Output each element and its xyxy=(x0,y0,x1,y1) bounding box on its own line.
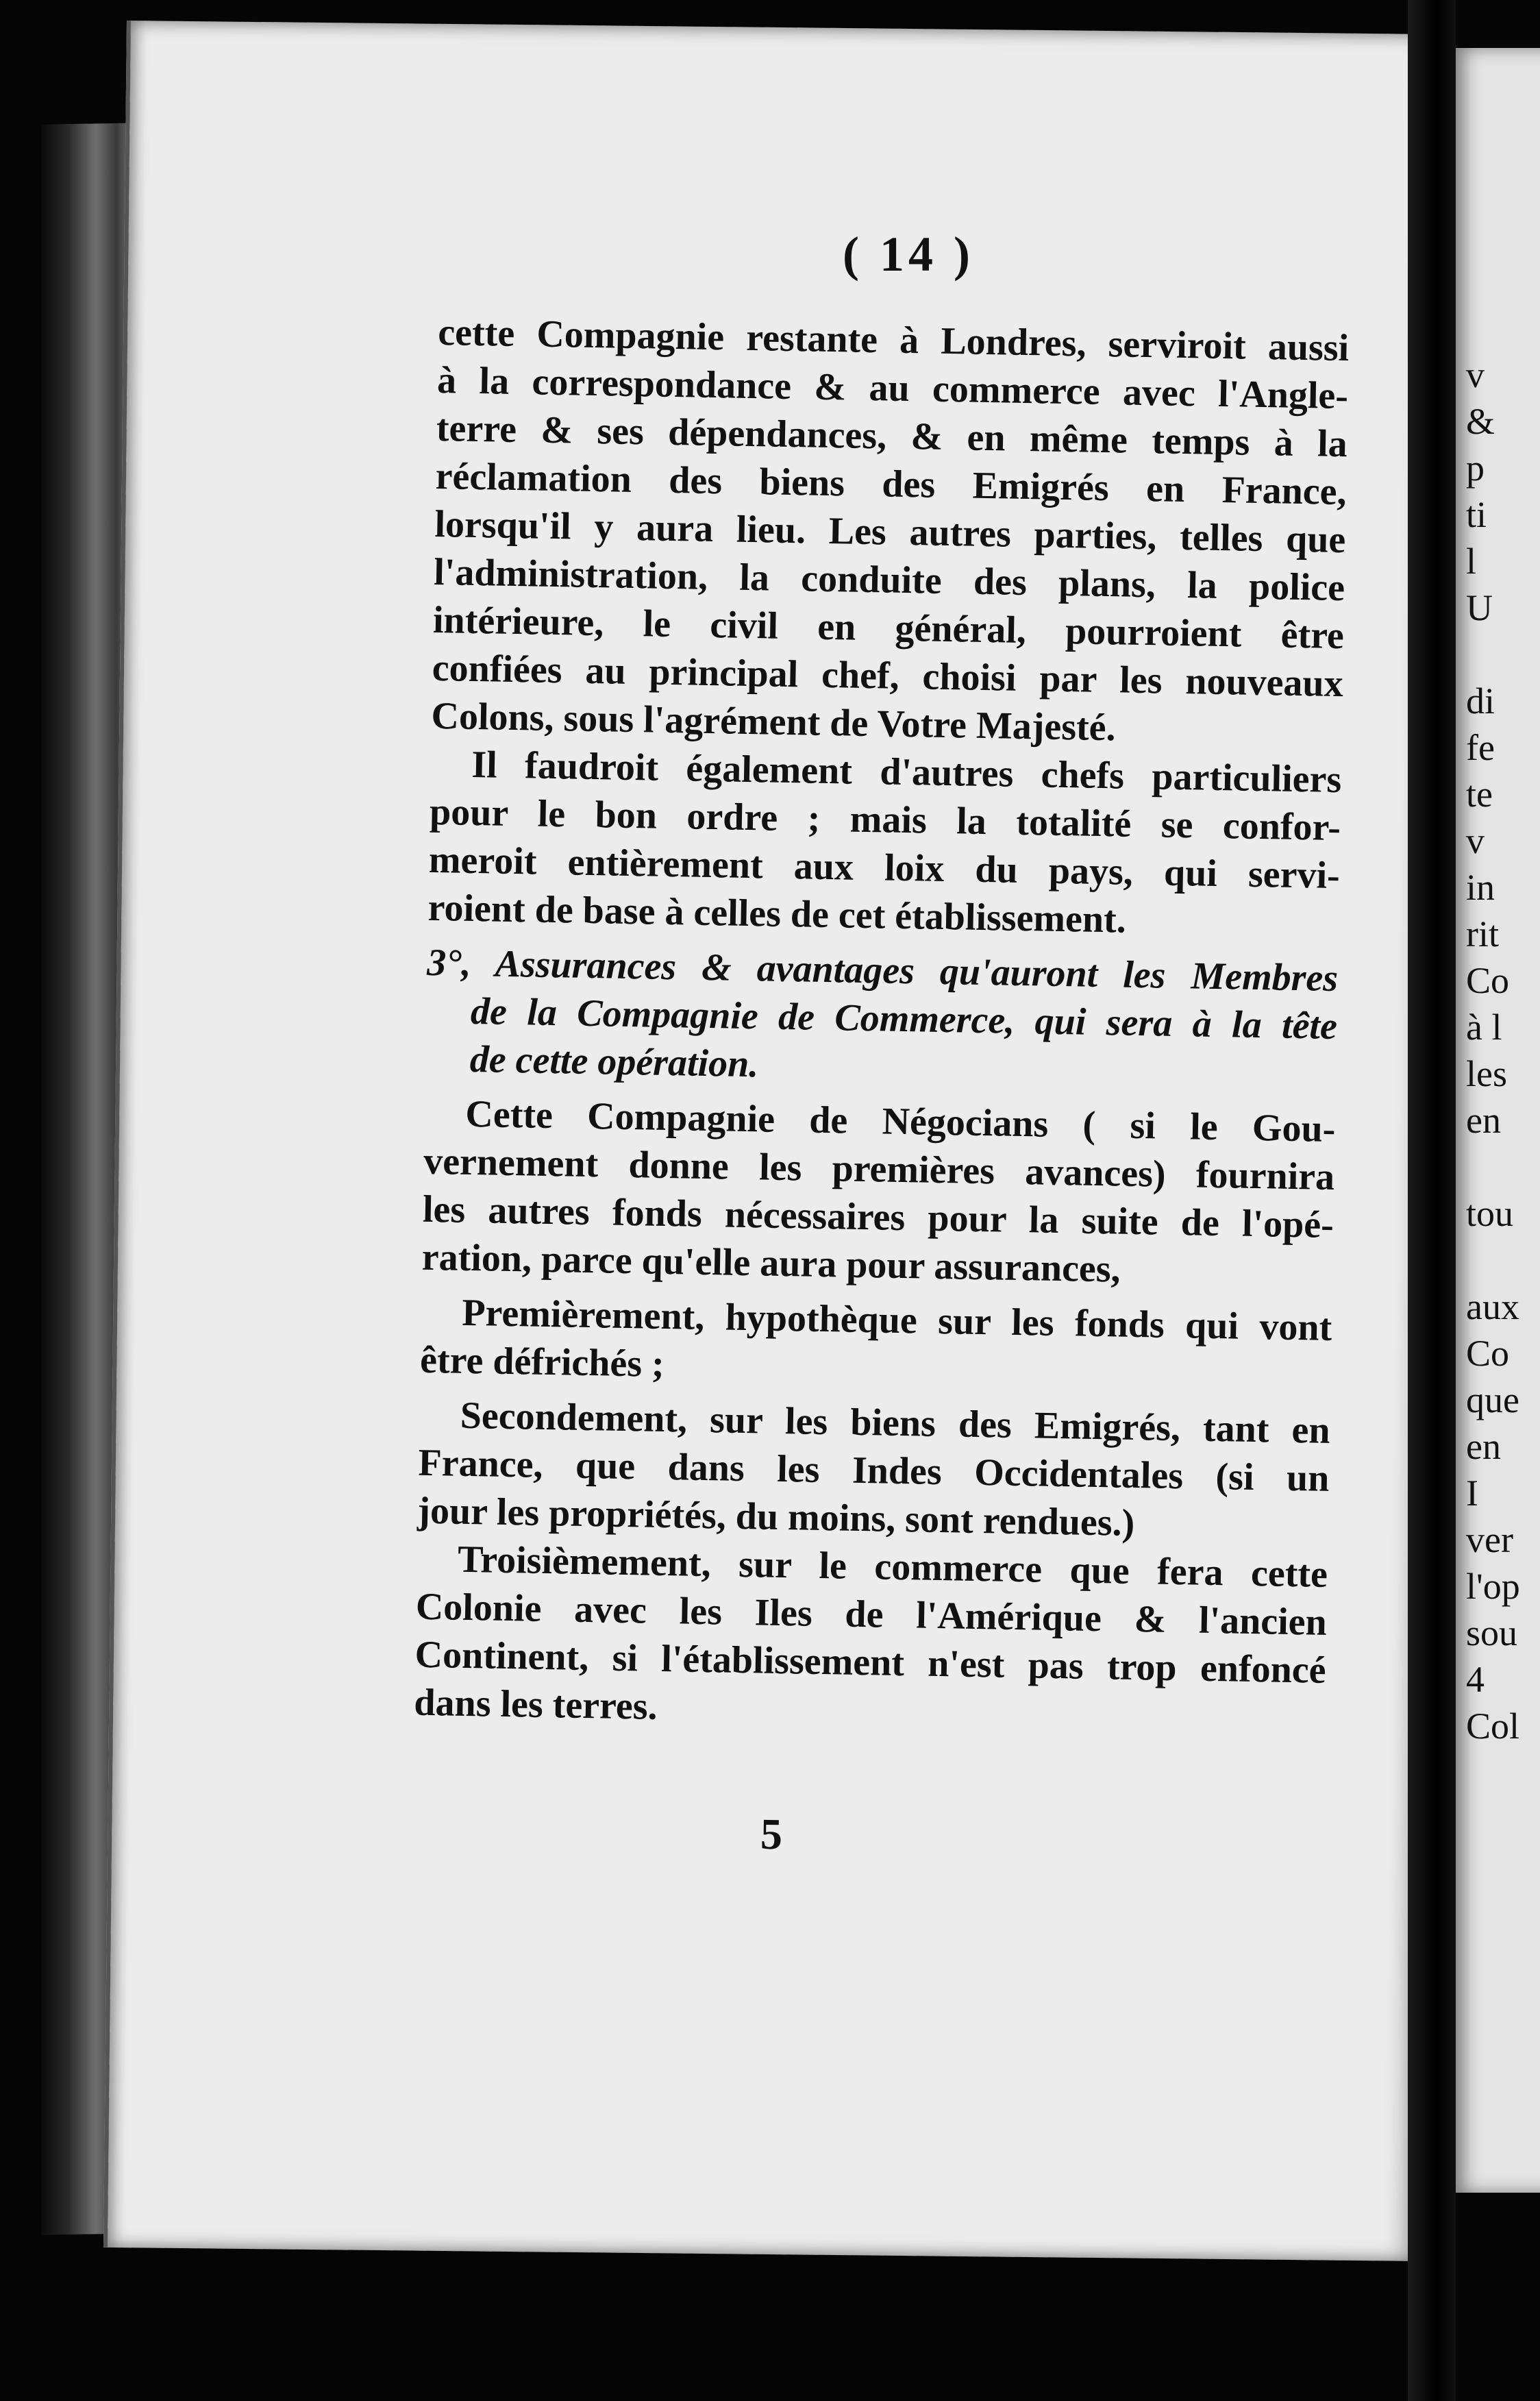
text-line: jour les propriétés, du moins, sont rendues.) xyxy=(417,1489,1135,1545)
text-line: lorsqu'il y aura lieu. Les autres parties, telles que xyxy=(434,502,1346,562)
adjacent-page-fragment: 4 xyxy=(1466,1659,1485,1700)
text-line: de cette opération. xyxy=(469,1037,759,1086)
adjacent-page-fragment: aux xyxy=(1466,1286,1519,1327)
adjacent-page-fragment: di xyxy=(1466,680,1495,722)
adjacent-page-fragment: tou xyxy=(1466,1193,1514,1234)
adjacent-page-fragment: Col xyxy=(1466,1706,1520,1747)
adjacent-page-fragment: fe xyxy=(1466,727,1495,768)
adjacent-page-fragment: à l xyxy=(1466,1007,1502,1048)
adjacent-page-fragment: in xyxy=(1466,867,1495,908)
paragraph-5 xyxy=(417,1391,1330,1551)
adjacent-page-fragment: p xyxy=(1466,447,1485,489)
text-line: les autres fonds nécessaires pour la suite de l'opé- xyxy=(422,1187,1334,1247)
adjacent-page-fragment: l'op xyxy=(1466,1566,1520,1607)
text-line: confiées au principal chef, choisi par les nouveaux xyxy=(432,646,1344,706)
adjacent-page-fragment xyxy=(1466,1148,1540,1195)
gutter xyxy=(1408,0,1456,2401)
paragraph-1 xyxy=(431,308,1350,756)
text-line: meroit entièrement aux loix du pays, qui servi- xyxy=(428,838,1341,898)
text-line: France, que dans les Indes Occidentales (si un xyxy=(418,1441,1330,1500)
text-line: intérieure, le civil en général, pourroient être xyxy=(432,598,1345,658)
signature-mark: 5 xyxy=(760,1809,783,1859)
adjacent-page-fragment: v xyxy=(1466,820,1485,861)
text-line: terre & ses dépendances, & en même temps à la xyxy=(436,406,1348,466)
text-line: Continent, si l'établissement n'est pas trop enfoncé xyxy=(414,1633,1327,1692)
text-line: à la correspondance & au commerce avec l'Angle- xyxy=(436,358,1349,418)
adjacent-page-fragment: les xyxy=(1466,1053,1507,1094)
text-line: cette Compagnie restante à Londres, serviroit aussi xyxy=(437,310,1350,370)
paragraph-4 xyxy=(420,1288,1332,1400)
text-line: vernement donne les premières avances) fournira xyxy=(423,1140,1335,1199)
text-line: Secondement, sur les biens des Emigrés, tant en xyxy=(460,1394,1331,1452)
adjacent-page-fragment: sou xyxy=(1466,1612,1518,1653)
adjacent-page-fragment: en xyxy=(1466,1100,1501,1141)
adjacent-page-fragment: en xyxy=(1466,1426,1501,1467)
text-line: dans les terres. xyxy=(413,1681,658,1728)
adjacent-page-fragment: I xyxy=(1466,1473,1478,1514)
adjacent-page-fragment: Co xyxy=(1466,1333,1510,1374)
text-line: l'administration, la conduite des plans, la police xyxy=(433,550,1345,610)
paragraph-3 xyxy=(421,1089,1336,1297)
adjacent-page-fragment: ver xyxy=(1466,1519,1513,1560)
text-line: roient de base à celles de cet établissement. xyxy=(427,886,1127,941)
adjacent-page-fragment: ti xyxy=(1466,494,1487,535)
adjacent-page-fragment: rit xyxy=(1466,913,1499,955)
adjacent-page-fragment: U xyxy=(1466,587,1493,628)
adjacent-page-fragment: l xyxy=(1466,541,1477,582)
adjacent-page-fragment: & xyxy=(1466,401,1495,442)
paragraph-2 xyxy=(427,740,1342,948)
text-line: Troisièmement, sur le commerce que fera cette xyxy=(457,1538,1328,1596)
page-number: ( 14 ) xyxy=(843,227,974,282)
text-line: pour le bon ordre ; mais la totalité se confor- xyxy=(429,790,1341,850)
main-text xyxy=(414,308,1350,1743)
adjacent-page-fragment: Co xyxy=(1466,960,1510,1001)
text-line: 3°, Assurances & avantages qu'auront les Membres xyxy=(426,941,1339,1000)
text-line: de la Compagnie de Commerce, qui sera à la tête xyxy=(470,989,1338,1048)
text-line: Colonie avec les Iles de l'Amérique & l'ancien xyxy=(415,1585,1328,1644)
text-line: Premièrement, hypothèque sur les fonds qui vont xyxy=(461,1291,1332,1349)
adjacent-page-fragment: que xyxy=(1466,1379,1519,1420)
adjacent-page-fragment: te xyxy=(1466,774,1493,815)
text-line: Colons, sous l'agrément de Votre Majesté. xyxy=(431,694,1117,750)
adjacent-page-fragment xyxy=(1466,636,1540,682)
text-line: Il faudroit également d'autres chefs particuliers xyxy=(471,743,1342,802)
adjacent-page-fragment xyxy=(1466,1242,1540,1288)
text-line: être défrichés ; xyxy=(419,1338,665,1386)
text-line: ration, parce qu'elle aura pour assurances, xyxy=(421,1235,1121,1291)
text-line: Cette Compagnie de Négocians ( si le Gou- xyxy=(464,1092,1336,1151)
adjacent-page-fragment: v xyxy=(1466,354,1485,395)
paragraph-6 xyxy=(414,1535,1328,1743)
section-heading xyxy=(425,939,1338,1098)
text-line: réclamation des biens des Emigrés en France, xyxy=(435,454,1348,514)
adjacent-page-text xyxy=(1466,356,1540,1754)
